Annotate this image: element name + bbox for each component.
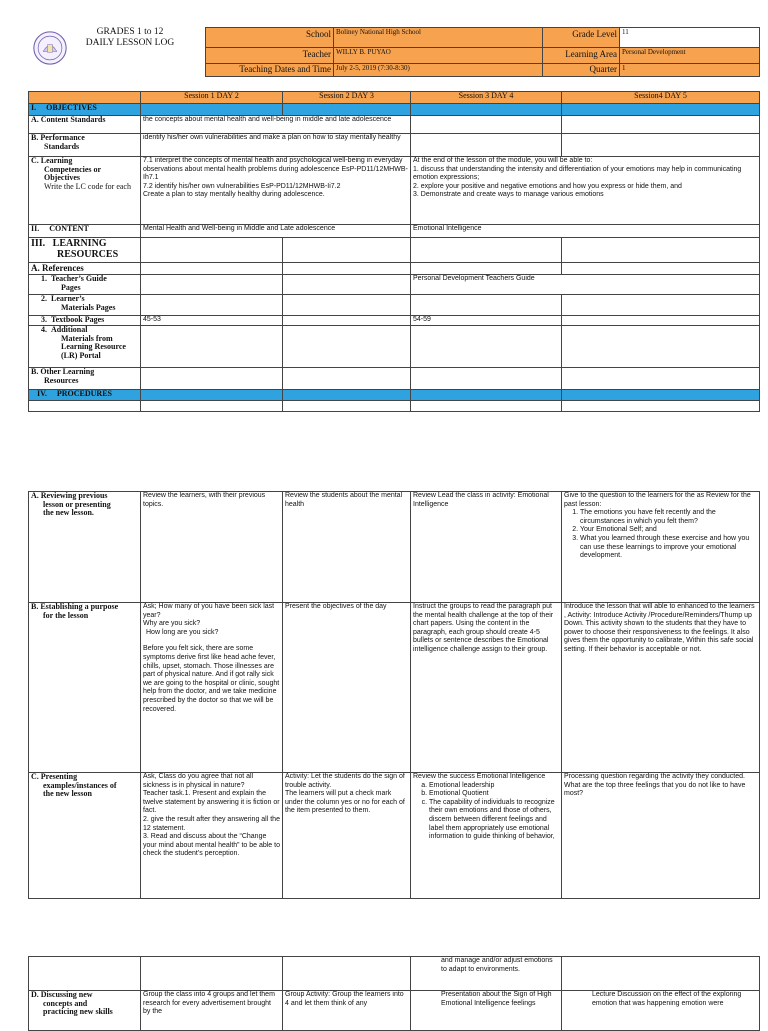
- continuation-row: [29, 957, 760, 991]
- competency-s3-item3: 3. Demonstrate and create ways to manage various emotions: [413, 191, 604, 199]
- other-resources-label: [29, 368, 141, 390]
- reviewing-row: [29, 492, 760, 603]
- performance-label-line2: Standards: [44, 141, 80, 151]
- procedures-blank-row: [29, 401, 760, 412]
- references-label: A. References: [29, 263, 141, 275]
- reviewing-label: [29, 492, 141, 603]
- establishing-purpose-s3: Instruct the groups to read the paragraph put the mental health challenge at the top of their chart papers. Using the content in the paragraph, each group should create 4-5 bullets or sentence describes the Emotional intelligence challenge assign to their group.: [411, 603, 562, 773]
- list-item: c. The capability of individuals to recognize their own emotions and those of others, discern between different feelings and label them appropriately use emotional information to guide thinking of behavior,: [429, 799, 559, 842]
- additional-materials-line3: Learning Resource: [61, 342, 126, 352]
- reviewing-s2: Review the students about the mental health: [283, 492, 411, 603]
- establishing-purpose-s1: [141, 603, 283, 773]
- establishing-s1-line2: Why are you sick?: [143, 620, 201, 628]
- list-item: a. Emotional leadership: [429, 782, 559, 791]
- procedures-row: [29, 390, 760, 401]
- teachers-guide-line1: 1. Teacher’s Guide: [41, 274, 107, 283]
- competency-plan: Create a plan to stay mentally healthy during adolescence.: [143, 191, 325, 199]
- teacher-label: Teacher: [206, 48, 334, 64]
- textbook-pages-label: 3. Textbook Pages: [29, 316, 141, 326]
- learning-resources-line2: RESOURCES: [57, 249, 119, 260]
- content-row: [29, 225, 760, 238]
- objectives-row: [29, 104, 760, 116]
- reviewing-s4-list: [564, 509, 757, 561]
- textbook-pages-s3: 54-59: [411, 316, 562, 326]
- school-value: Boliney National High School: [334, 28, 543, 48]
- grade-level-label: Grade Level: [543, 28, 620, 48]
- discussing-label-line2: concepts and: [43, 998, 88, 1008]
- learning-resources-row: [29, 238, 760, 263]
- learners-materials-line1: 2. Learner’s: [41, 294, 85, 303]
- teachers-guide-s3: Personal Development Teachers Guide: [411, 275, 760, 295]
- establishing-purpose-label: [29, 603, 141, 773]
- competencies-row: [29, 157, 760, 225]
- competency-s3-item2: 2. explore your positive and negative emotions and how you express or hide them, and: [413, 182, 682, 190]
- competencies-label-line1: C. Learning: [31, 156, 73, 165]
- learners-materials-row: [29, 295, 760, 316]
- content-label: II. CONTENT: [29, 225, 141, 238]
- dates-label: Teaching Dates and Time: [206, 64, 334, 77]
- header-info-table: [205, 27, 760, 77]
- additional-materials-line1: 4. Additional: [41, 325, 88, 334]
- session-4-header: Session4 DAY 5: [562, 92, 760, 104]
- discussing-concepts-row: [29, 991, 760, 1031]
- header-title: [76, 27, 184, 49]
- establishing-s1-line3: How long are you sick?: [146, 628, 219, 636]
- competencies-label-line3: Objectives: [44, 173, 80, 183]
- other-resources-line2: Resources: [44, 375, 79, 385]
- content-standards-s1: the concepts about mental health and well-being in middle and late adolescence: [141, 116, 411, 134]
- discussing-concepts-s1: Group the class into 4 groups and let them research for every advertisement brought by the: [141, 991, 283, 1031]
- establishing-s1-spacer: [143, 637, 280, 645]
- competency-7-1: 7.1 interpret the concepts of mental health and psychological well-being in everyday observations about mental health problems during adolescence EsP-PD11/12MHWB-Ih7.1: [143, 157, 408, 182]
- presenting-label-line1: C. Presenting: [31, 772, 78, 781]
- presenting-examples-s4: Processing question regarding the activity they conducted. What are the top three feelings that you do not like to have most?: [562, 773, 760, 899]
- learners-materials-line2: Materials Pages: [61, 302, 116, 312]
- establishing-purpose-row: [29, 603, 760, 773]
- presenting-s2-line1: Activity: Let the students do the sign of trouble activity.: [285, 773, 405, 789]
- teachers-guide-row: [29, 275, 760, 295]
- content-standards-row: [29, 116, 760, 134]
- competencies-label-line2: Competencies or: [44, 164, 102, 174]
- teacher-value: WILLY B. PUYAO: [334, 48, 543, 64]
- objectives-table: [28, 91, 760, 412]
- competencies-label: [29, 157, 141, 225]
- discussing-concepts-s4: Lecture Discussion on the effect of the exploring emotion that was happening emotion were: [562, 991, 760, 1031]
- discussing-concepts-s2: Group Activity: Group the learners into 4 and let them think of any: [283, 991, 411, 1031]
- presenting-s1-line1: Ask, Class do you agree that not all sickness is in physical in nature?: [143, 773, 254, 789]
- competency-s3-item1: 1. discuss that understanding the intensity and differentiation of your emotions may help in communicating emotion expressions;: [413, 165, 742, 182]
- performance-standards-label: [29, 134, 141, 157]
- reviewing-label-line3: the new lesson.: [43, 508, 94, 518]
- competency-7-2: 7.2 identify his/her own vulnerabilities EsP-PD11/12MHWB-Ii7.2: [143, 182, 341, 190]
- grade-level-value: 11: [620, 28, 760, 48]
- establishing-purpose-s2: Present the objectives of the day: [283, 603, 411, 773]
- competencies-label-line4: Write the LC code for each: [44, 181, 131, 191]
- presenting-s2-line2: The learners will put a check mark under the column yes or no for each of the item presented to them.: [285, 790, 405, 815]
- teachers-guide-line2: Pages: [61, 282, 81, 292]
- learners-materials-label: [29, 295, 141, 316]
- procedures-table-page3: [28, 956, 760, 1031]
- presenting-label-line3: the new lesson: [43, 789, 92, 799]
- session-header-blank: [29, 92, 141, 104]
- procedures-table-page2: [28, 491, 760, 899]
- performance-standards-s1: identify his/her own vulnerabilities and make a plan on how to stay mentally healthy: [141, 134, 411, 157]
- references-row: [29, 263, 760, 275]
- objectives-heading: I. OBJECTIVES: [29, 104, 141, 116]
- reviewing-s3: Review Lead the class in activity: Emotional Intelligence: [411, 492, 562, 603]
- learning-resources-label: [29, 238, 141, 263]
- competencies-s1: [141, 157, 411, 225]
- session-header-row: [29, 92, 760, 104]
- deped-seal-logo: [33, 31, 67, 65]
- presenting-examples-s3: [411, 773, 562, 899]
- other-resources-line1: B. Other Learning: [31, 367, 95, 376]
- reviewing-s1: Review the learners, with their previous topics.: [141, 492, 283, 603]
- session-1-header: Session 1 DAY 2: [141, 92, 283, 104]
- presenting-s1-line2: Teacher task.1. Present and explain the twelve statement by answering it is fiction or fact.: [143, 790, 280, 815]
- presenting-s3-intro: Review the success Emotional Intelligence: [413, 773, 546, 780]
- discussing-concepts-label: [29, 991, 141, 1031]
- list-item: 3. What you learned through these exercise and how you can use these learnings to improve your emotional development.: [580, 535, 757, 561]
- content-standards-label: A. Content Standards: [29, 116, 141, 134]
- presenting-s3-list: [413, 782, 559, 842]
- header-title-line1: GRADES 1 to 12: [96, 27, 164, 37]
- presenting-examples-s2: [283, 773, 411, 899]
- list-item: b. Emotional Quotient: [429, 790, 559, 799]
- continuation-s3: and manage and/or adjust emotions to adapt to environments.: [411, 957, 562, 991]
- learning-area-value: Personal Development: [620, 48, 760, 64]
- discussing-concepts-s3: Presentation about the Sign of High Emotional Intelligence feelings: [411, 991, 562, 1031]
- list-item: 2. Your Emotional Self; and: [580, 526, 757, 535]
- performance-standards-row: [29, 134, 760, 157]
- other-resources-row: [29, 368, 760, 390]
- additional-materials-label: [29, 326, 141, 368]
- additional-materials-line4: (LR) Portal: [61, 350, 101, 360]
- establishing-s1-paragraph: Before you felt sick, there are some symptoms derive first like head ache fever, chills, upset, stomach. Those illnesses are part of physical nature. And if got rally sick we are going to the hospital or clinic, sought help from the doctor, and we take medicine prescribed by the doctor so that we will be recovered.: [143, 645, 280, 713]
- quarter-value: 1: [620, 64, 760, 77]
- teachers-guide-label: [29, 275, 141, 295]
- competencies-s3: [411, 157, 760, 225]
- presenting-s1-line4: 3. Read and discuss about the “Change your mind about mental health” to be able to check the student’s perception.: [143, 833, 280, 858]
- learning-area-label: Learning Area: [543, 48, 620, 64]
- reviewing-s4: [562, 492, 760, 603]
- presenting-examples-row: [29, 773, 760, 899]
- procedures-heading: IV. PROCEDURES: [29, 390, 141, 401]
- list-item: 1. The emotions you have felt recently and the circumstances in which you felt them?: [580, 509, 757, 526]
- content-s1: Mental Health and Well-being in Middle and Late adolescence: [141, 225, 411, 238]
- session-3-header: Session 3 DAY 4: [411, 92, 562, 104]
- quarter-label: Quarter: [543, 64, 620, 77]
- dates-value: July 2-5, 2019 (7:30-8:30): [334, 64, 543, 77]
- learning-resources-line1: III. LEARNING: [31, 238, 107, 249]
- discussing-label-line3: practicing new skills: [43, 1007, 113, 1017]
- textbook-pages-s1: 45-53: [141, 316, 283, 326]
- additional-materials-row: [29, 326, 760, 368]
- reviewing-s4-intro: Give to the question to the learners for the as Review for the past lesson:: [564, 492, 751, 508]
- competency-s3-intro: At the end of the lesson of the module, you will be able to:: [413, 157, 593, 164]
- presenting-examples-label: [29, 773, 141, 899]
- establishing-purpose-s4: Introduce the lesson that will able to enhanced to the learners , Activity: Introduce Activity /Procedure/Reminders/Thump up Down. This activity shown to the students that they have to power to choose their responsiveness to the feelings. It also gives them the opportunity to calibrate, Within this safe social setting. If their behavior is acceptable or not.: [562, 603, 760, 773]
- textbook-pages-row: [29, 316, 760, 326]
- presenting-s1-line3: 2. give the result after they answering all the 12 statement.: [143, 815, 280, 832]
- performance-label-line1: B. Performance: [31, 133, 85, 142]
- discussing-label-line1: D. Discussing new: [31, 990, 93, 999]
- presenting-examples-s1: [141, 773, 283, 899]
- session-2-header: Session 2 DAY 3: [283, 92, 411, 104]
- school-label: School: [206, 28, 334, 48]
- establishing-label-line1: B. Establishing a purpose: [31, 602, 119, 611]
- establishing-label-line2: for the lesson: [43, 610, 89, 620]
- presenting-label-line2: examples/instances of: [43, 780, 117, 790]
- reviewing-label-line1: A. Reviewing previous: [31, 491, 108, 500]
- additional-materials-line2: Materials from: [61, 333, 113, 343]
- content-s3: Emotional Intelligence: [411, 225, 760, 238]
- header-title-line2: DAILY LESSON LOG: [85, 38, 175, 48]
- reviewing-label-line2: lesson or presenting: [43, 499, 111, 509]
- establishing-s1-line1: Ask; How many of you have been sick last year?: [143, 603, 275, 619]
